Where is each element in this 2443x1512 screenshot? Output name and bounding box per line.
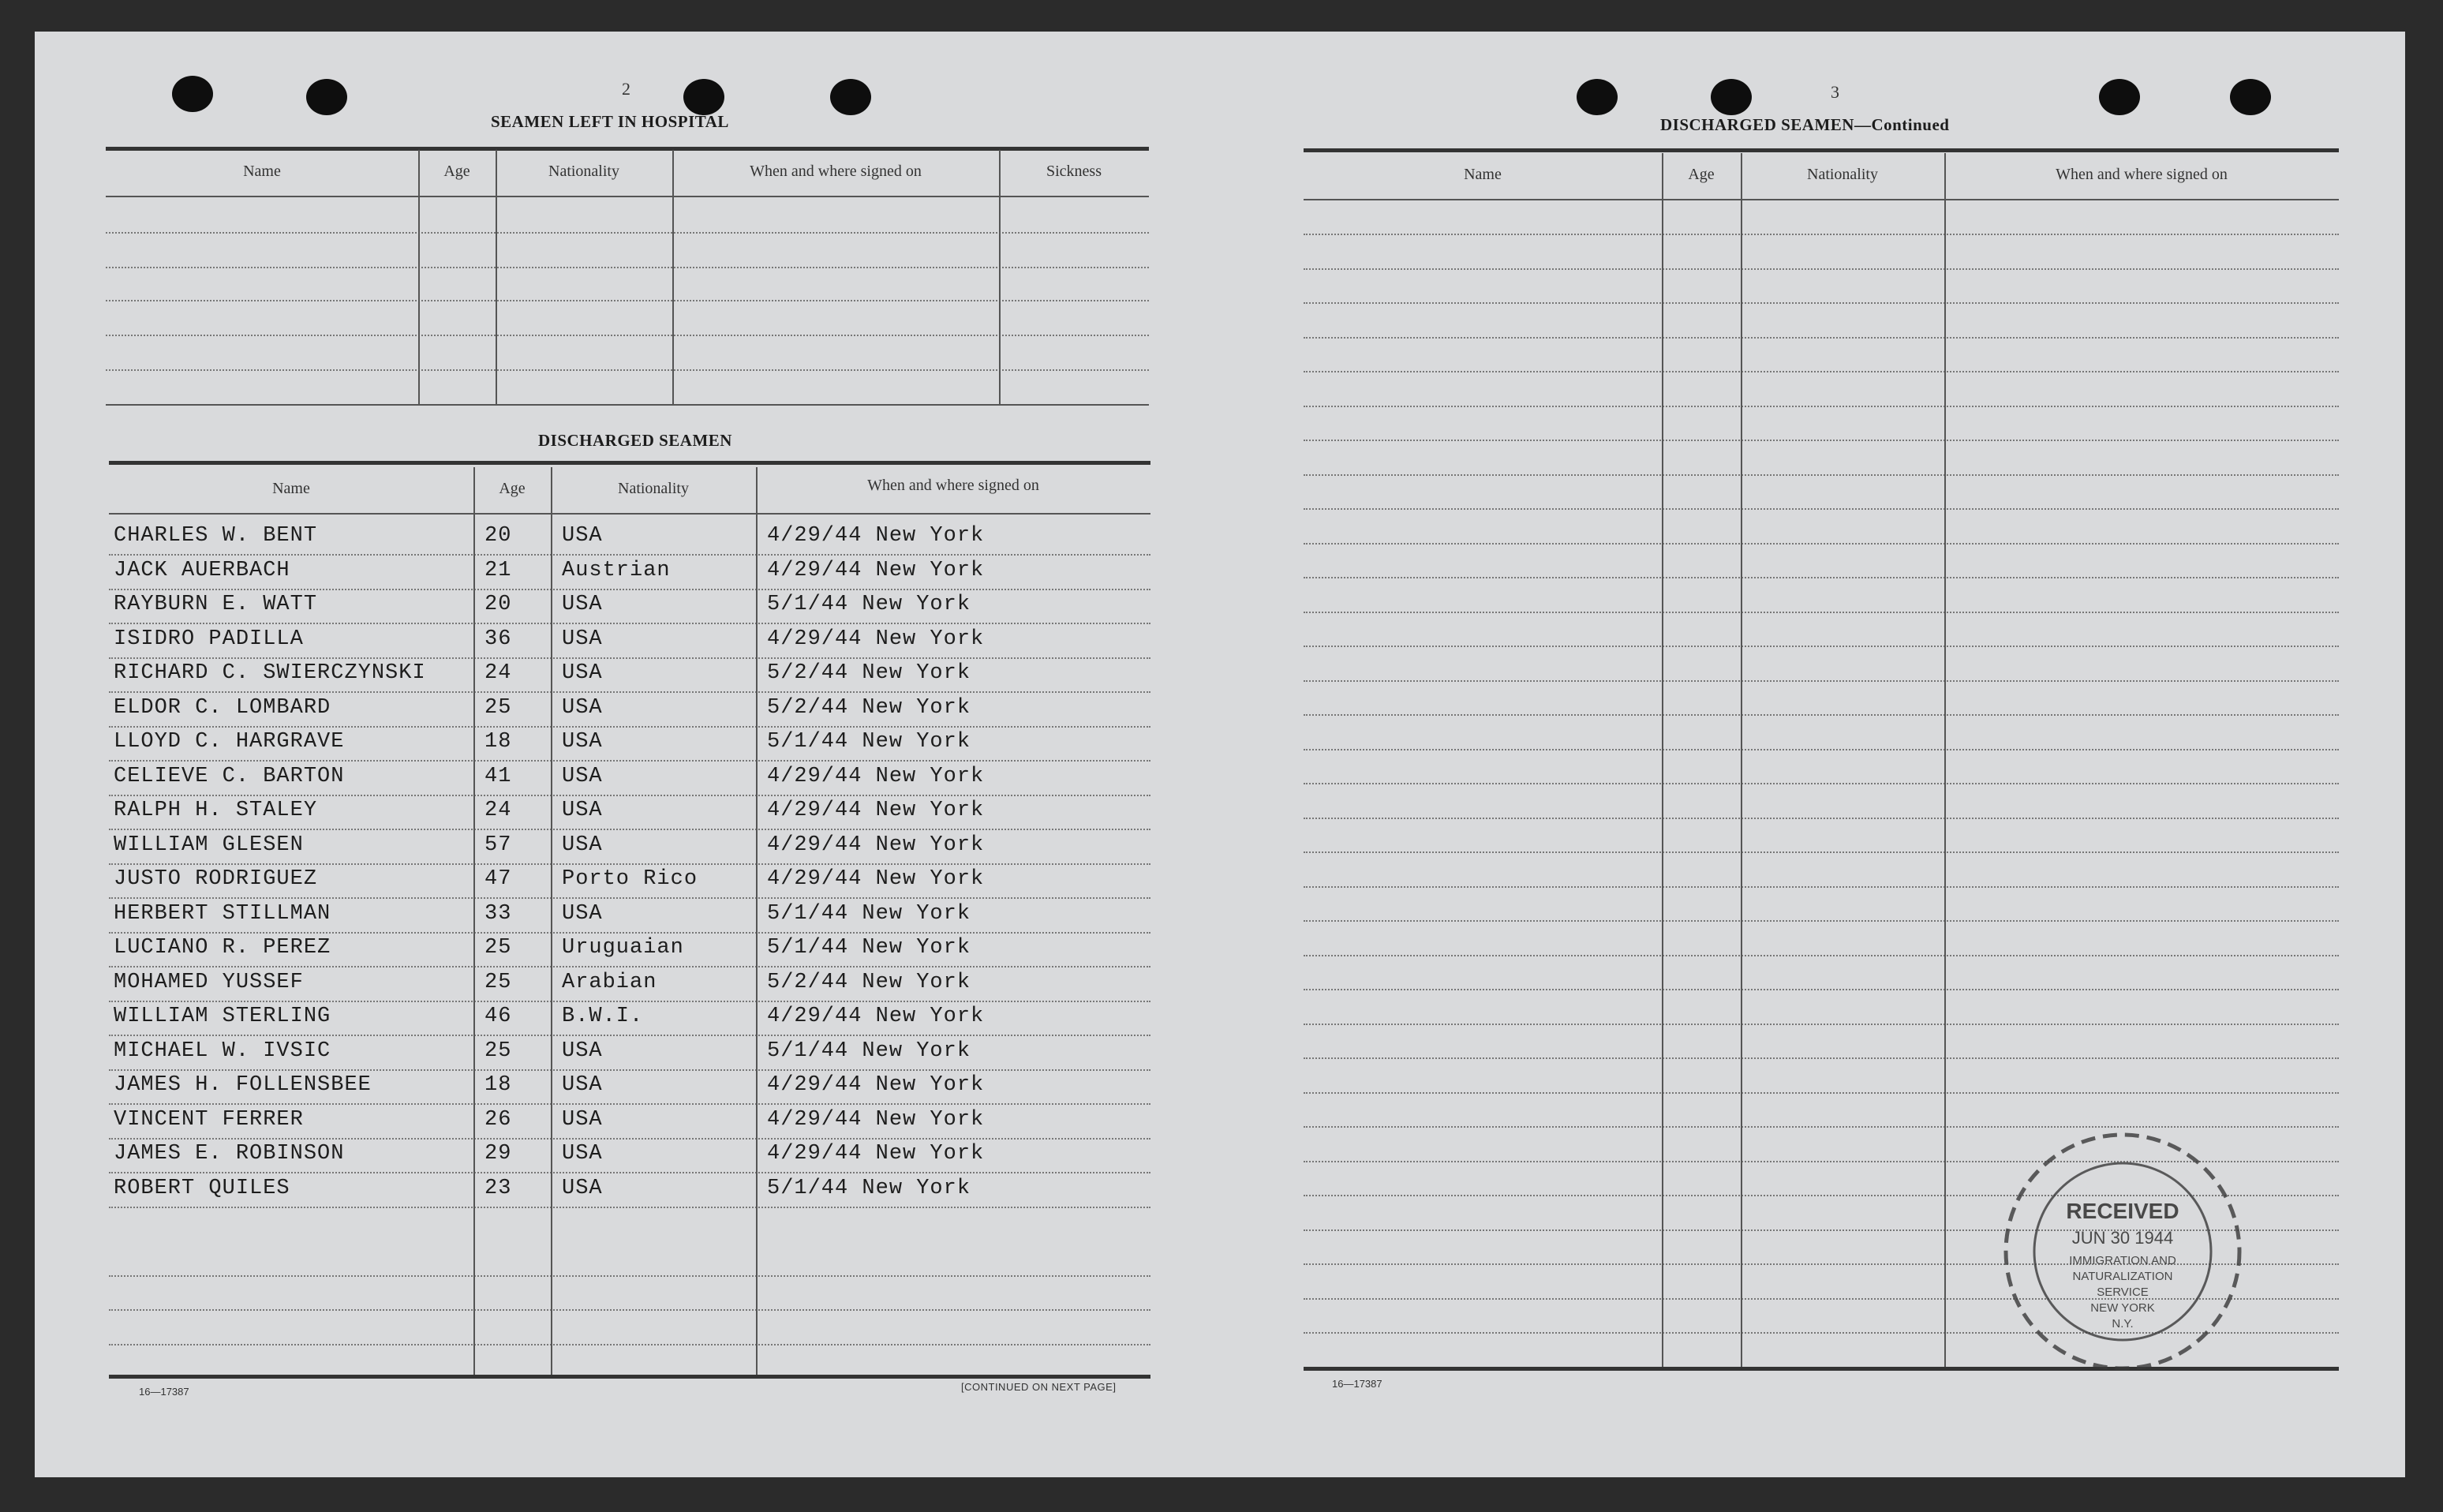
table-row-rule <box>109 1103 1150 1105</box>
discharged-top-rule <box>109 461 1150 465</box>
table-row-rule <box>1304 234 2339 235</box>
row-signed: 4/29/44 New York <box>767 627 985 651</box>
row-nationality: Uruguaian <box>562 936 684 960</box>
discharged-bottom-rule <box>109 1375 1150 1379</box>
row-name: RICHARD C. SWIERCZYNSKI <box>114 661 426 685</box>
discharged-header-age: Age <box>499 480 526 497</box>
stamp-line5: N.Y. <box>2112 1317 2134 1330</box>
row-signed: 4/29/44 New York <box>767 524 985 548</box>
row-name: JACK AUERBACH <box>114 558 290 582</box>
punch-hole <box>1577 79 1618 115</box>
row-age: 18 <box>484 730 512 754</box>
table-row-rule <box>109 1309 1150 1311</box>
row-age: 23 <box>484 1176 512 1200</box>
table-row-rule <box>1304 543 2339 545</box>
hospital-top-rule <box>106 147 1149 151</box>
row-age: 20 <box>484 593 512 616</box>
hospital-col-divider <box>496 150 497 404</box>
stamp-line2: NATURALIZATION <box>2072 1270 2173 1283</box>
table-row-rule <box>1304 989 2339 990</box>
table-row-rule <box>109 1069 1150 1071</box>
hospital-header-name: Name <box>243 163 281 180</box>
row-nationality: B.W.I. <box>562 1005 644 1028</box>
right-header-age: Age <box>1688 166 1715 183</box>
punch-hole <box>683 79 724 115</box>
stamp-received: RECEIVED <box>2066 1199 2179 1223</box>
table-row-rule <box>109 1001 1150 1002</box>
right-section-title <box>1660 115 1949 135</box>
row-age: 26 <box>484 1107 512 1132</box>
right-header-rule <box>1304 199 2339 200</box>
row-name: ISIDRO PADILLA <box>114 627 304 651</box>
row-age: 29 <box>484 1142 512 1166</box>
row-signed: 4/29/44 New York <box>767 1142 985 1166</box>
punch-hole <box>172 76 213 112</box>
table-row-rule <box>109 760 1150 762</box>
stamp-line4: NEW YORK <box>2090 1301 2155 1315</box>
right-top-rule <box>1304 148 2339 152</box>
hospital-row-rule <box>106 369 1149 371</box>
table-row-rule <box>109 589 1150 590</box>
row-name: ELDOR C. LOMBARD <box>114 695 331 720</box>
row-age: 21 <box>484 558 512 582</box>
table-row-rule <box>109 623 1150 624</box>
row-signed: 4/29/44 New York <box>767 558 985 582</box>
row-age: 25 <box>484 970 512 994</box>
table-row-rule <box>1304 1024 2339 1025</box>
discharged-col-divider <box>551 467 552 1375</box>
row-nationality: USA <box>562 1039 603 1063</box>
punch-hole <box>830 79 871 115</box>
right-title-main: DISCHARGED SEAMEN <box>1660 115 1854 134</box>
row-name: LUCIANO R. PEREZ <box>114 936 331 960</box>
row-nationality: USA <box>562 730 603 754</box>
row-nationality: USA <box>562 661 603 685</box>
continued-note: [CONTINUED ON NEXT PAGE] <box>961 1381 1117 1393</box>
row-signed: 4/29/44 New York <box>767 833 985 857</box>
row-name: WILLIAM GLESEN <box>114 833 304 857</box>
right-header-nationality: Nationality <box>1807 166 1878 183</box>
stamp-line3: SERVICE <box>2097 1286 2149 1299</box>
right-header-name: Name <box>1464 166 1502 183</box>
hospital-header-rule <box>106 196 1149 197</box>
row-nationality: USA <box>562 695 603 720</box>
row-age: 20 <box>484 524 512 548</box>
row-age: 46 <box>484 1005 512 1028</box>
row-name: CELIEVE C. BARTON <box>114 764 345 788</box>
table-row-rule <box>109 1138 1150 1140</box>
hospital-header-sickness: Sickness <box>1046 163 1102 180</box>
table-row-rule <box>1304 955 2339 956</box>
table-row-rule <box>1304 851 2339 853</box>
row-age: 24 <box>484 799 512 822</box>
right-title-suffix: —Continued <box>1854 115 1950 134</box>
row-age: 25 <box>484 1039 512 1063</box>
hospital-section-title: SEAMEN LEFT IN HOSPITAL <box>491 112 729 131</box>
hospital-header-nationality: Nationality <box>548 163 619 180</box>
right-header-signed: When and where signed on <box>2056 166 2228 183</box>
table-row-rule <box>109 829 1150 830</box>
table-row-rule <box>1304 783 2339 784</box>
punch-hole <box>306 79 347 115</box>
hospital-row-rule <box>106 300 1149 301</box>
row-signed: 4/29/44 New York <box>767 799 985 822</box>
hospital-col-divider <box>672 150 674 404</box>
table-row-rule <box>1304 371 2339 372</box>
row-nationality: USA <box>562 627 603 651</box>
row-nationality: USA <box>562 1073 603 1097</box>
hospital-row-rule <box>106 232 1149 234</box>
row-nationality: USA <box>562 1107 603 1132</box>
row-nationality: USA <box>562 764 603 788</box>
received-stamp <box>1996 1125 2249 1378</box>
discharged-header-name: Name <box>272 480 310 497</box>
table-row-rule <box>1304 646 2339 647</box>
row-name: ROBERT QUILES <box>114 1176 290 1200</box>
row-nationality: Arabian <box>562 970 657 994</box>
table-row-rule <box>109 1035 1150 1036</box>
table-row-rule <box>109 726 1150 728</box>
row-name: CHARLES W. BENT <box>114 524 318 548</box>
stamp-date: JUN 30 1944 <box>2071 1228 2174 1248</box>
row-nationality: USA <box>562 524 603 548</box>
row-name: JAMES H. FOLLENSBEE <box>114 1073 372 1097</box>
right-col-divider <box>1741 153 1742 1367</box>
row-name: JAMES E. ROBINSON <box>114 1142 345 1166</box>
row-name: RALPH H. STALEY <box>114 799 318 822</box>
table-row-rule <box>109 932 1150 934</box>
table-row-rule <box>1304 508 2339 510</box>
table-row-rule <box>109 554 1150 556</box>
table-row-rule <box>109 1275 1150 1277</box>
row-name: VINCENT FERRER <box>114 1107 304 1132</box>
row-age: 57 <box>484 833 512 857</box>
table-row-rule <box>109 657 1150 659</box>
row-nationality: USA <box>562 833 603 857</box>
table-row-rule <box>1304 1057 2339 1059</box>
row-signed: 4/29/44 New York <box>767 1005 985 1028</box>
row-nationality: Porto Rico <box>562 867 698 891</box>
right-col-divider <box>1662 153 1663 1367</box>
table-row-rule <box>1304 886 2339 888</box>
table-row-rule <box>109 966 1150 967</box>
table-row-rule <box>1304 337 2339 339</box>
row-age: 36 <box>484 627 512 651</box>
row-nationality: USA <box>562 1142 603 1166</box>
row-name: MICHAEL W. IVSIC <box>114 1039 331 1063</box>
table-row-rule <box>109 1344 1150 1345</box>
row-name: MOHAMED YUSSEF <box>114 970 304 994</box>
row-nationality: USA <box>562 901 603 926</box>
row-signed: 4/29/44 New York <box>767 867 985 891</box>
row-signed: 5/1/44 New York <box>767 593 971 616</box>
row-age: 41 <box>484 764 512 788</box>
table-row-rule <box>109 863 1150 865</box>
row-signed: 5/2/44 New York <box>767 661 971 685</box>
row-name: HERBERT STILLMAN <box>114 901 331 926</box>
table-row-rule <box>109 1172 1150 1173</box>
table-row-rule <box>1304 680 2339 682</box>
table-row-rule <box>109 1207 1150 1208</box>
hospital-col-divider <box>999 150 1001 404</box>
table-row-rule <box>109 897 1150 899</box>
table-row-rule <box>1304 749 2339 750</box>
discharged-header-nationality: Nationality <box>618 480 689 497</box>
discharged-header-signed: When and where signed on <box>867 477 1039 494</box>
row-name: LLOYD C. HARGRAVE <box>114 730 345 754</box>
row-age: 18 <box>484 1073 512 1097</box>
row-age: 25 <box>484 936 512 960</box>
row-signed: 4/29/44 New York <box>767 1073 985 1097</box>
page-number-right: 3 <box>1831 82 1839 102</box>
table-row-rule <box>1304 577 2339 578</box>
table-row-rule <box>1304 406 2339 407</box>
row-age: 47 <box>484 867 512 891</box>
discharged-col-divider <box>756 467 758 1375</box>
table-row-rule <box>1304 818 2339 819</box>
table-row-rule <box>1304 268 2339 270</box>
row-signed: 5/1/44 New York <box>767 1176 971 1200</box>
hospital-row-rule <box>106 335 1149 336</box>
row-age: 33 <box>484 901 512 926</box>
hospital-header-age: Age <box>443 163 470 180</box>
form-number-right: 16—17387 <box>1332 1378 1382 1390</box>
form-number-left: 16—17387 <box>139 1386 189 1398</box>
row-signed: 5/1/44 New York <box>767 936 971 960</box>
row-nationality: Austrian <box>562 558 671 582</box>
hospital-bottom-rule <box>106 404 1149 406</box>
row-signed: 5/1/44 New York <box>767 901 971 926</box>
discharged-col-divider <box>473 467 475 1375</box>
row-age: 25 <box>484 695 512 720</box>
table-row-rule <box>109 691 1150 693</box>
discharged-header-rule <box>109 513 1150 515</box>
row-nationality: USA <box>562 593 603 616</box>
row-signed: 5/1/44 New York <box>767 730 971 754</box>
table-row-rule <box>1304 1092 2339 1094</box>
row-name: JUSTO RODRIGUEZ <box>114 867 318 891</box>
row-nationality: USA <box>562 799 603 822</box>
row-signed: 5/1/44 New York <box>767 1039 971 1063</box>
table-row-rule <box>1304 474 2339 476</box>
table-row-rule <box>1304 612 2339 613</box>
table-row-rule <box>1304 920 2339 922</box>
row-name: WILLIAM STERLING <box>114 1005 331 1028</box>
discharged-section-title: DISCHARGED SEAMEN <box>538 431 732 450</box>
row-signed: 4/29/44 New York <box>767 764 985 788</box>
table-row-rule <box>1304 714 2339 716</box>
right-col-divider <box>1944 153 1946 1367</box>
punch-hole <box>1711 79 1752 115</box>
row-nationality: USA <box>562 1176 603 1200</box>
table-row-rule <box>1304 440 2339 441</box>
row-signed: 5/2/44 New York <box>767 695 971 720</box>
row-name: RAYBURN E. WATT <box>114 593 318 616</box>
punch-hole <box>2230 79 2271 115</box>
row-age: 24 <box>484 661 512 685</box>
hospital-col-divider <box>418 150 420 404</box>
punch-hole <box>2099 79 2140 115</box>
hospital-header-signed: When and where signed on <box>750 163 922 180</box>
table-row-rule <box>1304 302 2339 304</box>
stamp-line1: IMMIGRATION AND <box>2069 1254 2176 1267</box>
page-number-left: 2 <box>622 79 630 99</box>
row-signed: 5/2/44 New York <box>767 970 971 994</box>
hospital-row-rule <box>106 267 1149 268</box>
row-signed: 4/29/44 New York <box>767 1107 985 1132</box>
table-row-rule <box>109 795 1150 796</box>
